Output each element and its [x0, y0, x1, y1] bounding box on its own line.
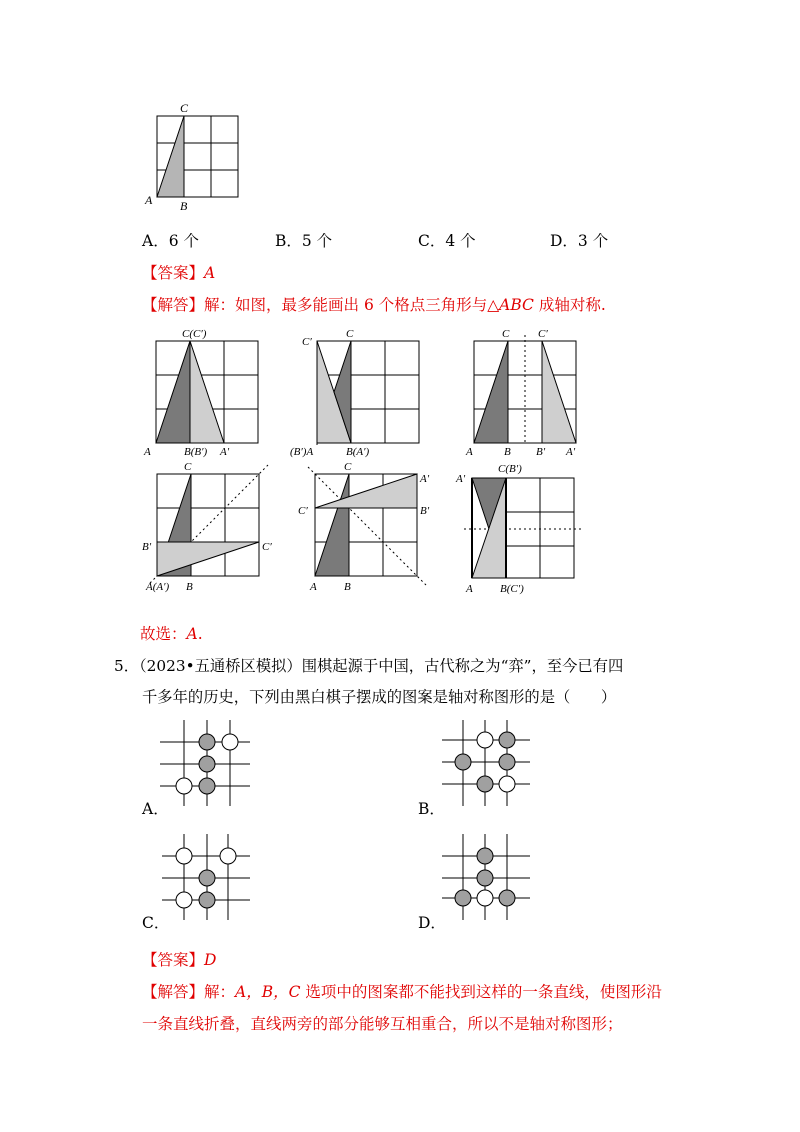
svg-text:B: B — [504, 446, 511, 458]
answer-tag: 【答案】 — [142, 264, 205, 282]
solution-figure-6 — [454, 458, 594, 598]
q5-option-a-label: A． — [142, 800, 169, 818]
svg-text:(B′)A: (B′)A — [290, 446, 314, 458]
analysis-italic: ABC — [499, 296, 534, 314]
q5-option-c-label: C． — [142, 914, 170, 932]
top-triangle-figure — [140, 100, 250, 215]
svg-text:C: C — [344, 461, 352, 473]
analysis-tag: 【解答】 — [142, 296, 205, 314]
q4-answer — [142, 266, 215, 282]
go-pattern-d — [440, 832, 540, 922]
svg-text:A′: A′ — [220, 446, 230, 458]
q4-analysis — [142, 298, 606, 314]
svg-text:A: A — [466, 446, 473, 458]
label-a: A — [145, 193, 153, 207]
option-c: C．4 个 — [418, 232, 476, 250]
svg-text:C: C — [502, 328, 510, 340]
svg-text:A: A — [144, 446, 151, 458]
svg-text:A: A — [310, 581, 317, 593]
go-pattern-b — [440, 718, 540, 808]
solution-figure-3 — [462, 325, 597, 460]
svg-text:B: B — [344, 581, 351, 593]
q5-option-d-label: D． — [418, 914, 446, 932]
svg-text:A′: A′ — [566, 446, 576, 458]
q5-answer: 【答案】D — [142, 951, 217, 969]
svg-text:B(B′): B(B′) — [184, 446, 208, 458]
svg-text:C: C — [346, 328, 354, 340]
svg-text:B(A′): B(A′) — [346, 446, 370, 458]
analysis-text-2: 成轴对称. — [533, 296, 606, 314]
answer-value: A — [204, 264, 216, 282]
q4-conclusion: 故选：A. — [140, 625, 203, 643]
solution-figure-1 — [140, 325, 270, 460]
go-pattern-c — [160, 832, 260, 922]
option-a: A．6 个 — [142, 232, 199, 250]
svg-text:C(B′): C(B′) — [498, 463, 522, 475]
solution-figure-5 — [296, 458, 446, 598]
analysis-text-1: 解：如图，最多能画出 6 个格点三角形与△ — [204, 296, 500, 314]
svg-text:B′: B′ — [142, 541, 152, 553]
go-pattern-a — [160, 718, 260, 808]
svg-text:B: B — [186, 581, 193, 593]
option-b: B．5 个 — [275, 232, 333, 250]
q5-analysis-line-1: 【解答】解：A，B，C 选项中的图案都不能找到这样的一条直线，使图形沿 — [142, 983, 662, 1001]
svg-text:A′: A′ — [456, 473, 466, 485]
q5-analysis-line-2: 一条直线折叠，直线两旁的部分能够互相重合，所以不是轴对称图形； — [142, 1015, 623, 1033]
label-c: C — [180, 101, 189, 115]
triangle-abc — [157, 116, 184, 197]
svg-text:C: C — [184, 461, 192, 473]
label-b: B — [180, 199, 188, 213]
svg-text:B′: B′ — [536, 446, 546, 458]
svg-text:A: A — [466, 583, 473, 595]
svg-text:C′: C′ — [262, 541, 272, 553]
svg-text:C′: C′ — [302, 336, 312, 348]
svg-text:C′: C′ — [298, 505, 308, 517]
svg-text:B′: B′ — [420, 505, 430, 517]
q5-line-2: 千多年的历史，下列由黑白棋子摆成的图案是轴对称图形的是（ ） — [142, 688, 617, 706]
solution-figure-2 — [288, 325, 428, 460]
q5-line-1: 5．（2023•五通桥区模拟）围棋起源于中国，古代称之为“弈”，至今已有四 — [114, 657, 624, 675]
q5-option-b-label: B． — [418, 800, 445, 818]
svg-text:C(C′): C(C′) — [182, 328, 207, 340]
svg-text:B(C′): B(C′) — [500, 583, 524, 595]
solution-figure-4 — [140, 458, 290, 598]
option-d: D．3 个 — [550, 232, 609, 250]
svg-text:A′: A′ — [420, 473, 430, 485]
svg-text:A(A′): A(A′) — [146, 581, 170, 593]
svg-text:C′: C′ — [538, 328, 548, 340]
